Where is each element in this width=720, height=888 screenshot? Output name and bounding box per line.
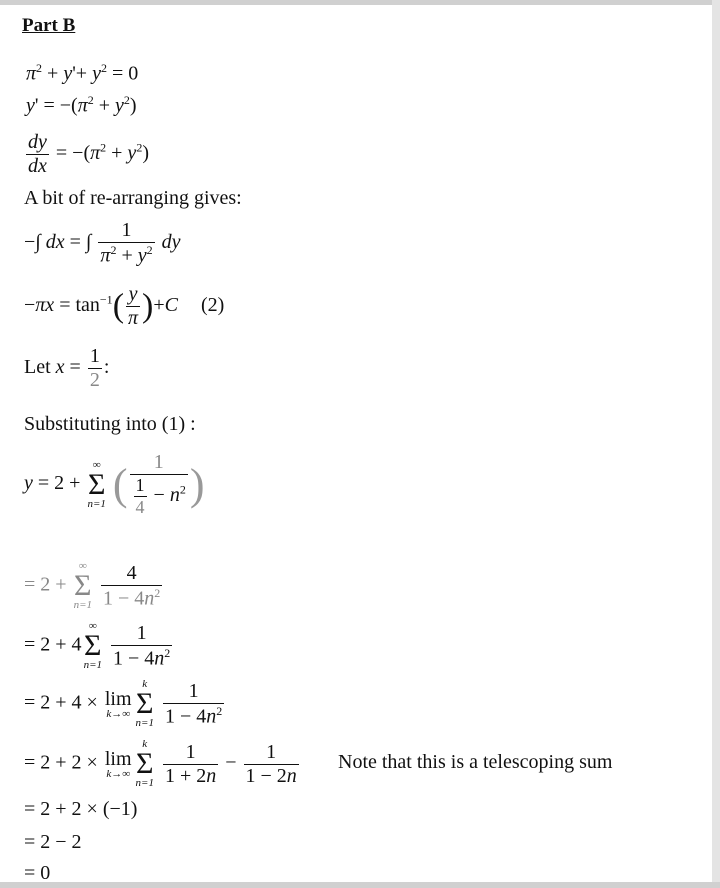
text-substituting: Substituting into (1) :	[24, 413, 196, 435]
equation-series: y = 2 + ∞ Σ n=1 ( 1 $\frac{1}{4}$ − $n^2$ )	[24, 451, 205, 517]
equation-step-5: = 2 + 2 × (−1)	[24, 798, 138, 820]
equation-arctan: $-\pi x = \tan^{-1}$( $\frac{y}{\pi}$ )+C (2)	[24, 283, 225, 329]
equation-integral: −∫ dx = ∫ $\frac{1}{\pi^2 + y^2}$ dy	[24, 219, 181, 267]
equation-result: = 0	[24, 862, 51, 884]
equation-step-2: = 2 + 4 ∞ Σ n=1 $\frac{1}{1 - 4n^2}$	[24, 620, 171, 671]
bottom-border	[0, 882, 720, 888]
equation-step-1: = 2 + ∞ Σ n=1 $\frac{4}{1 - 4n^2}$	[24, 560, 161, 611]
equation-step-6: = 2 − 2	[24, 831, 82, 853]
scrollbar[interactable]	[712, 0, 720, 888]
equation-step-4: = 2 + 2 × lim k→∞ k Σ n=1 $\frac{1}{1 + 2n}$ − $\frac{1}{1 - 2n}$	[24, 738, 297, 789]
page-title: Part B	[22, 15, 76, 36]
equation-step-3: = 2 + 4 × lim k→∞ k Σ n=1 $\frac{1}{1 - 4n^2}$	[24, 678, 223, 729]
equation-ode: $\pi^2 + y'+ y^2 = 0$	[26, 61, 139, 85]
equation-dydx: $\frac{dy}{dx}$ = $-(\pi^2 + y^2)$	[28, 131, 149, 177]
document-page	[0, 5, 712, 882]
equation-number: (2)	[201, 294, 225, 317]
equation-let-x: Let x = $\frac{1}{2}$ :	[24, 345, 110, 391]
text-rearranging: A bit of re-arranging gives:	[24, 187, 242, 209]
equation-yprime: $y' = -(\pi^2 + y^2)$	[26, 93, 137, 117]
note-telescoping: Note that this is a telescoping sum	[338, 751, 613, 773]
